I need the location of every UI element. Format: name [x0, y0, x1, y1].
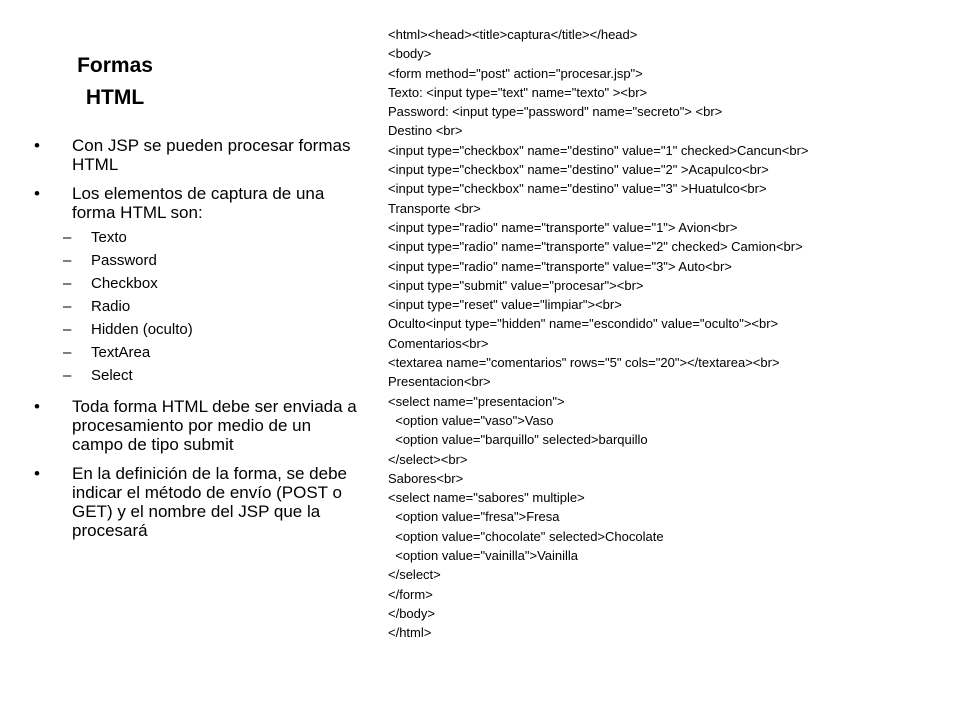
bullet-text: Toda forma HTML debe ser enviada a procesamiento por medio de un campo de tipo submit — [72, 397, 357, 454]
slide-title-line1: Formas — [77, 54, 153, 77]
sub-item-text: Radio — [91, 298, 131, 315]
bullet-dot-icon: • — [34, 397, 40, 416]
dash-icon: – — [63, 321, 72, 338]
code-line: <select name="sabores" multiple> — [388, 490, 585, 506]
sub-item — [49, 295, 365, 318]
code-line: <option value="barquillo" selected>barquillo — [388, 432, 648, 448]
code-line: </select><br> — [388, 451, 468, 467]
code-line: <body> — [388, 46, 432, 62]
code-line: <input type="checkbox" name="destino" value="2" >Acapulco<br> — [388, 162, 769, 178]
code-line: Presentacion<br> — [388, 374, 491, 390]
code-line: <input type="radio" name="transporte" value="3"> Auto<br> — [388, 258, 732, 274]
code-line: Destino <br> — [388, 123, 463, 139]
code-line: <option value="chocolate" selected>Chocolate — [388, 528, 664, 544]
html-code-listing — [388, 25, 948, 643]
bullet-text: En la definición de la forma, se debe indicar el método de envío (POST o GET) y el nombre del JSP que la procesará — [72, 464, 348, 540]
bullet-dot-icon: • — [34, 464, 40, 483]
sub-item-text: Select — [91, 367, 133, 384]
code-line: Password: <input type="password" name="secreto"> <br> — [388, 104, 723, 120]
dash-icon: – — [63, 275, 72, 292]
sub-item-text: Hidden (oculto) — [91, 321, 193, 338]
slide-title — [60, 50, 170, 114]
code-line: </select> — [388, 567, 441, 583]
code-line: <input type="checkbox" name="destino" value="3" >Huatulco<br> — [388, 181, 767, 197]
bullet-dot-icon: • — [34, 184, 40, 203]
code-line: Texto: <input type="text" name="texto" ><br> — [388, 84, 648, 100]
bullet-dot-icon: • — [34, 136, 40, 155]
code-line: Sabores<br> — [388, 470, 464, 486]
code-line: <input type="radio" name="transporte" value="1"> Avion<br> — [388, 219, 738, 235]
code-line: </html> — [388, 625, 432, 641]
code-line: <input type="reset" value="limpiar"><br> — [388, 297, 622, 313]
bullet-item — [30, 464, 365, 540]
code-line: <html><head><title>captura</title></head> — [388, 27, 638, 42]
code-line: <input type="radio" name="transporte" value="2" checked> Camion<br> — [388, 239, 803, 255]
bullet-item — [30, 184, 365, 387]
dash-icon: – — [63, 367, 72, 384]
code-line: <option value="vainilla">Vainilla — [388, 548, 579, 564]
bullet-text: Con JSP se pueden procesar formas HTML — [72, 136, 351, 174]
code-line: <select name="presentacion"> — [388, 393, 565, 409]
code-line: Oculto<input type="hidden" name="escondido" value="oculto"><br> — [388, 316, 779, 332]
sub-item — [49, 318, 365, 341]
code-line: <option value="fresa">Fresa — [388, 509, 560, 525]
slide-title-line2: HTML — [85, 86, 145, 109]
sub-list — [63, 226, 365, 387]
dash-icon: – — [63, 344, 72, 361]
code-line: </body> — [388, 605, 435, 621]
bullet-text: Los elementos de captura de una forma HTML son: — [72, 184, 325, 222]
code-line: <input type="checkbox" name="destino" value="1" checked>Cancun<br> — [388, 142, 809, 158]
dash-icon: – — [63, 252, 72, 269]
bullet-item — [30, 136, 365, 174]
sub-item — [49, 226, 365, 249]
dash-icon: – — [63, 229, 72, 246]
code-line: </form> — [388, 586, 433, 602]
code-line: Comentarios<br> — [388, 335, 489, 351]
bullet-item — [30, 397, 365, 454]
dash-icon: – — [63, 298, 72, 315]
code-line: <input type="submit" value="procesar"><br> — [388, 277, 644, 293]
sub-item-text: Checkbox — [91, 275, 158, 292]
sub-item-text: TextArea — [91, 344, 151, 361]
sub-item — [49, 249, 365, 272]
sub-item — [49, 341, 365, 364]
code-line: <textarea name="comentarios" rows="5" cols="20"></textarea><br> — [388, 355, 780, 371]
sub-item — [49, 364, 365, 387]
bullet-list — [30, 136, 365, 550]
code-line: <option value="vaso">Vaso — [388, 412, 554, 428]
sub-item-text: Texto — [91, 229, 127, 246]
code-line: <form method="post" action="procesar.jsp"> — [388, 65, 643, 81]
code-line: Transporte <br> — [388, 200, 481, 216]
sub-item — [49, 272, 365, 295]
sub-item-text: Password — [91, 252, 157, 269]
